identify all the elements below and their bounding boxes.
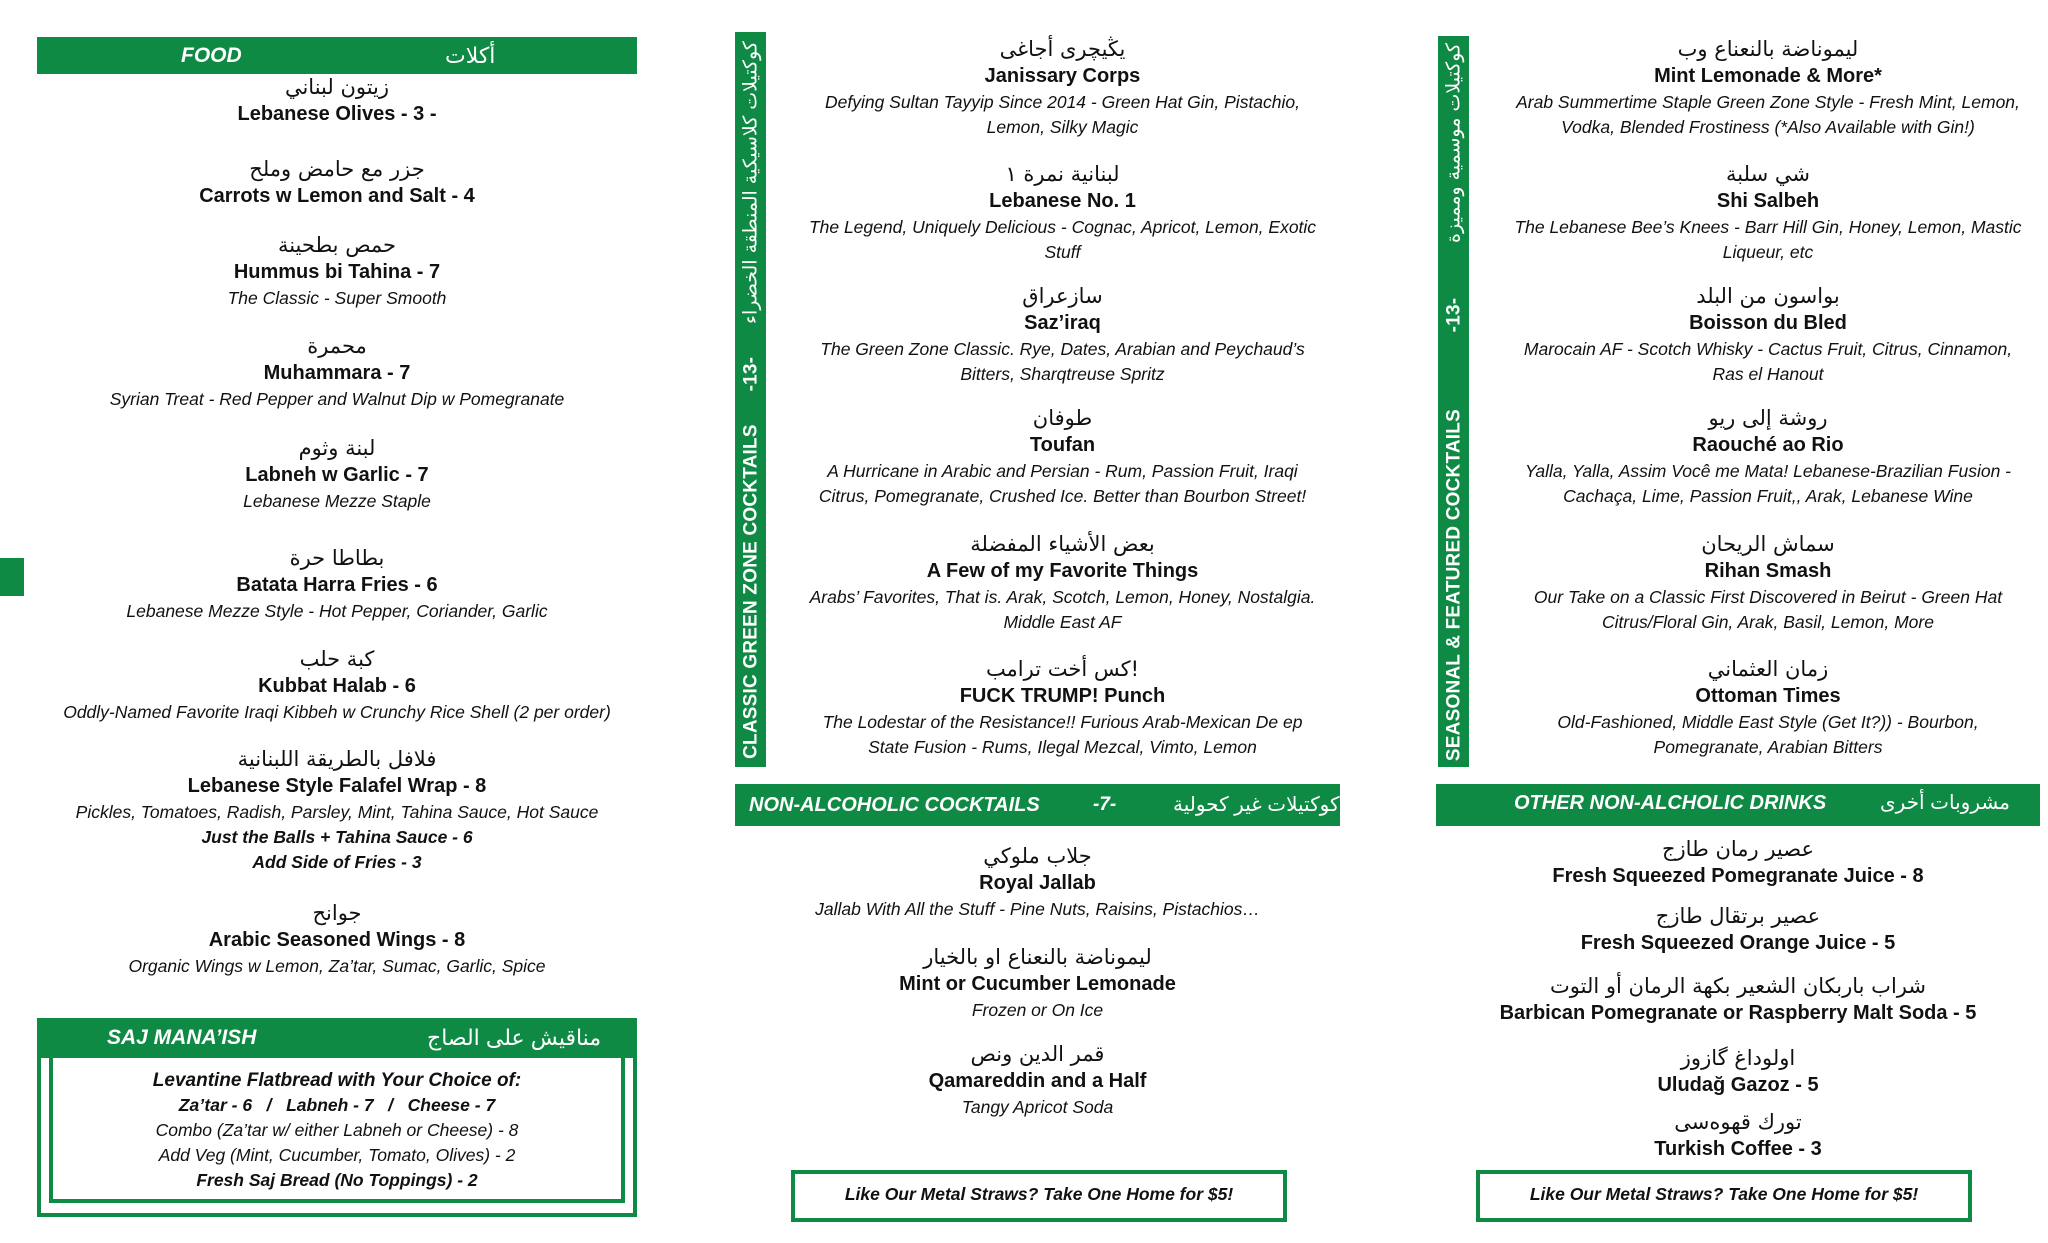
food-item-desc: Lebanese Mezze Style - Hot Pepper, Coriander, Garlic — [126, 601, 548, 621]
seasonal-item-desc: Ras el Hanout — [1712, 364, 1824, 384]
other-item — [1436, 973, 2040, 1027]
classic-item-desc: State Fusion - Rums, Ilegal Mezcal, Vimto, Lemon — [868, 737, 1257, 757]
seasonal-item — [1478, 161, 2048, 265]
classic-item-ar: بعض الأشياء المفضلة — [970, 532, 1155, 556]
other-item-name: Turkish Coffee - 3 — [1654, 1138, 1822, 1160]
seasonal-item — [1478, 405, 2048, 509]
seasonal-item-ar: ليموناضة بالنعناع وب — [1677, 37, 1859, 61]
nonalc-straws-text: Like Our Metal Straws? Take One Home for $5! — [844, 1184, 1234, 1204]
seasonal-item-desc: Cachaça, Lime, Passion Fruit,, Arak, Lebanese Wine — [1563, 486, 1973, 506]
classic-item-desc: A Hurricane in Arabic and Persian - Rum, Passion Fruit, Iraqi — [827, 461, 1298, 481]
seasonal-item-name: Ottoman Times — [1695, 685, 1841, 707]
seasonal-item — [1478, 283, 2048, 387]
other-item-name: Uludağ Gazoz - 5 — [1657, 1074, 1819, 1096]
saj-header — [37, 1018, 637, 1058]
classic-item-desc: The Green Zone Classic. Rye, Dates, Arabian and Peychaud’s — [820, 339, 1305, 359]
classic-item-desc: Citrus, Pomegranate, Crushed Ice. Better than Bourbon Street! — [818, 486, 1307, 506]
seasonal-vertical-text — [1442, 42, 1465, 760]
other-item-ar: اولوداغ گازوز — [1680, 1046, 1796, 1070]
nonalc-item-ar: جلاب ملوكي — [983, 844, 1092, 868]
classic-item-name: A Few of my Favorite Things — [926, 560, 1199, 582]
seasonal-item-desc: Liqueur, etc — [1722, 242, 1814, 262]
food-item-extra: Just the Balls + Tahina Sauce - 6 — [201, 827, 473, 847]
classic-item-name: Lebanese No. 1 — [989, 190, 1136, 212]
other-item-ar: تورك قهوەسى — [1674, 1110, 1802, 1134]
other-item — [1436, 1045, 2040, 1099]
nonalc-item-desc: Frozen or On Ice — [971, 1000, 1104, 1020]
saj-header-en: SAJ MANA’ISH — [107, 1026, 257, 1049]
food-item — [37, 545, 637, 624]
classic-vertical-en: CLASSIC GREEN ZONE COCKTAILS — [740, 423, 761, 759]
classic-item-ar: يڭيچرى أجاغى — [999, 37, 1126, 61]
food-item-desc: Lebanese Mezze Staple — [243, 491, 431, 511]
seasonal-vertical-price: -13- — [1443, 297, 1464, 332]
food-item — [37, 900, 637, 979]
food-item-desc: Organic Wings w Lemon, Za’tar, Sumac, Garlic, Spice — [128, 956, 546, 976]
seasonal-item-ar: سماش الريحان — [1701, 532, 1835, 556]
food-item-name: Lebanese Style Falafel Wrap - 8 — [187, 775, 487, 797]
food-item-name: Labneh w Garlic - 7 — [245, 464, 429, 486]
seasonal-item-desc: Our Take on a Classic First Discovered in Beirut - Green Hat — [1533, 587, 2003, 607]
food-item-ar: لبنة وثوم — [298, 436, 376, 460]
food-item-name: Batata Harra Fries - 6 — [236, 574, 438, 596]
nonalc-item-name: Royal Jallab — [979, 872, 1096, 894]
saj-header-ar: مناقيش على الصاج — [427, 1025, 602, 1050]
classic-item-ar: كس أخت ترامب! — [985, 657, 1140, 681]
other-header-en: OTHER NON-ALCHOLIC DRINKS — [1514, 792, 1827, 814]
saj-choices: Za’tar - 6 / Labneh - 7 / Cheese - 7 — [178, 1095, 496, 1115]
food-header-en: FOOD — [181, 44, 242, 67]
classic-item-desc: Stuff — [1044, 242, 1081, 262]
saj-title: Levantine Flatbread with Your Choice of: — [152, 1070, 522, 1091]
food-item-name: Arabic Seasoned Wings - 8 — [208, 929, 466, 951]
food-item-desc: Oddly-Named Favorite Iraqi Kibbeh w Crunchy Rice Shell (2 per order) — [63, 702, 611, 722]
seasonal-item-desc: The Lebanese Bee’s Knees - Barr Hill Gin, Honey, Lemon, Mastic — [1514, 217, 2022, 237]
seasonal-item-name: Mint Lemonade & More* — [1654, 65, 1882, 87]
classic-vertical-ar: كوكتيلات كلاسيكية المنطقة الخضراء — [739, 40, 761, 324]
classic-item-desc: Middle East AF — [1003, 612, 1122, 632]
other-item-name: Fresh Squeezed Orange Juice - 5 — [1580, 932, 1896, 954]
seasonal-item-desc: Arab Summertime Staple Green Zone Style - Fresh Mint, Lemon, — [1516, 92, 2020, 112]
food-item-extra: Add Side of Fries - 3 — [252, 852, 422, 872]
nonalc-item-desc: Jallab With All the Stuff - Pine Nuts, Raisins, Pistachios… — [815, 899, 1260, 919]
classic-item-ar: سازعراق — [1022, 284, 1103, 308]
nonalc-item-name: Qamareddin and a Half — [928, 1070, 1147, 1092]
seasonal-item-ar: بواسون من البلد — [1696, 284, 1840, 308]
seasonal-item-ar: روشة إلى ريو — [1708, 406, 1828, 430]
seasonal-vertical-ar: كوكتيلات موسمية ومميزة — [1442, 42, 1464, 243]
saj-line-3: Fresh Saj Bread (No Toppings) - 2 — [196, 1170, 478, 1190]
seasonal-item-desc: Vodka, Blended Frostiness (*Also Available with Gin!) — [1561, 117, 1975, 137]
classic-item — [780, 405, 1345, 509]
seasonal-item-desc: Yalla, Yalla, Assim Você me Mata! Lebanese-Brazilian Fusion - — [1524, 461, 2011, 481]
food-item-ar: محمرة — [307, 334, 367, 358]
classic-item-name: Saz’iraq — [1024, 312, 1101, 334]
seasonal-item-name: Raouché ao Rio — [1692, 434, 1844, 456]
food-item — [37, 156, 637, 210]
other-straws-text: Like Our Metal Straws? Take One Home for $5! — [1529, 1184, 1919, 1204]
food-item-name: Kubbat Halab - 6 — [258, 675, 416, 697]
seasonal-item — [1478, 531, 2048, 635]
food-header-ar: أكلات — [445, 43, 496, 68]
food-item-ar: زيتون لبناني — [284, 75, 390, 99]
food-item-name: Muhammara - 7 — [263, 362, 411, 384]
classic-item — [780, 656, 1345, 760]
nonalc-header-price: -7- — [1093, 794, 1117, 815]
seasonal-item-name: Rihan Smash — [1704, 560, 1832, 582]
nonalc-item-desc: Tangy Apricot Soda — [961, 1097, 1114, 1117]
nonalc-item-name: Mint or Cucumber Lemonade — [899, 973, 1176, 995]
nonalc-item — [735, 944, 1340, 1023]
other-straws-box — [1476, 1170, 1972, 1222]
classic-item — [780, 161, 1345, 265]
food-item-ar: جزر مع حامض وملح — [249, 157, 425, 181]
other-item — [1436, 836, 2040, 890]
classic-item-name: FUCK TRUMP! Punch — [959, 685, 1166, 707]
food-item-ar: جوانح — [312, 901, 362, 925]
food-item — [37, 232, 637, 311]
nonalc-item — [735, 843, 1340, 922]
food-item-desc: Syrian Treat - Red Pepper and Walnut Dip w Pomegranate — [109, 389, 565, 409]
classic-item-ar: طوفان — [1032, 406, 1093, 430]
other-item — [1436, 1109, 2040, 1163]
seasonal-item-desc: Marocain AF - Scotch Whisky - Cactus Fruit, Citrus, Cinnamon, — [1523, 339, 2013, 359]
classic-item — [780, 36, 1345, 140]
classic-item-desc: Lemon, Silky Magic — [986, 117, 1139, 137]
food-item-ar: بطاطا حرة — [289, 546, 385, 570]
seasonal-item — [1478, 36, 2048, 140]
nonalc-item — [735, 1041, 1340, 1120]
seasonal-item-desc: Pomegranate, Arabian Bitters — [1653, 737, 1883, 757]
seasonal-item-name: Shi Salbeh — [1716, 190, 1820, 212]
seasonal-item-ar: زمان العثماني — [1707, 657, 1829, 681]
food-item — [37, 74, 637, 128]
nonalc-item-ar: ليموناضة بالنعناع او بالخيار — [923, 945, 1152, 969]
classic-item-name: Janissary Corps — [984, 65, 1141, 87]
seasonal-item-desc: Old-Fashioned, Middle East Style (Get It?)) - Bourbon, — [1557, 712, 1979, 732]
saj-box — [37, 1054, 637, 1217]
classic-item-desc: The Legend, Uniquely Delicious - Cognac, Apricot, Lemon, Exotic — [808, 217, 1317, 237]
food-item-name: Lebanese Olives - 3 - — [237, 103, 437, 125]
classic-item-ar: لبنانية نمرة ١ — [1005, 162, 1120, 186]
food-header — [37, 37, 637, 74]
seasonal-item-ar: شي سلبة — [1726, 162, 1810, 186]
food-item-ar: كبة حلب — [299, 647, 375, 671]
other-item — [1436, 903, 2040, 957]
food-item-desc: The Classic - Super Smooth — [227, 288, 447, 308]
nonalc-header-ar: كوكتيلات غير كحولية — [1173, 794, 1340, 816]
other-item-name: Fresh Squeezed Pomegranate Juice - 8 — [1552, 865, 1924, 887]
other-header-ar: مشروبات أخرى غير — [1880, 792, 2010, 852]
other-item-ar: عصير برتقال طازج — [1655, 904, 1821, 928]
food-item-desc: Pickles, Tomatoes, Radish, Parsley, Mint, Tahina Sauce, Hot Sauce — [75, 802, 599, 822]
seasonal-item — [1478, 656, 2048, 760]
food-item-ar: حمص بطحينة — [277, 233, 397, 257]
food-item — [37, 435, 637, 514]
classic-item — [780, 531, 1345, 635]
seasonal-vertical-en: SEASONAL & FEATURED COCKTAILS — [1443, 408, 1464, 761]
classic-item-desc: Defying Sultan Tayyip Since 2014 - Green Hat Gin, Pistachio, — [824, 92, 1301, 112]
food-item-name: Hummus bi Tahina - 7 — [233, 261, 441, 283]
classic-vertical-text — [739, 41, 762, 759]
classic-item-name: Toufan — [1029, 434, 1096, 456]
other-item-ar: شراب باربكان الشعير بكهة الرمان أو التوت — [1550, 974, 1926, 998]
seasonal-item-desc: Citrus/Floral Gin, Arak, Basil, Lemon, More — [1602, 612, 1934, 632]
seasonal-vertical-bar — [1438, 36, 1469, 767]
nonalc-header-en: NON-ALCOHOLIC COCKTAILS — [749, 794, 1040, 816]
classic-vertical-price: -13- — [740, 356, 761, 391]
nonalc-straws-box — [791, 1170, 1287, 1222]
food-item — [37, 646, 637, 725]
other-item-name: Barbican Pomegranate or Raspberry Malt Soda - 5 — [1499, 1002, 1977, 1024]
saj-line-1: Combo (Za’tar w/ either Labneh or Cheese) - 8 — [155, 1120, 519, 1140]
edge-tab — [0, 558, 24, 596]
classic-item-desc: Bitters, Sharqtreuse Spritz — [960, 364, 1165, 384]
nonalc-item-ar: قمر الدين ونص — [970, 1042, 1105, 1066]
food-item — [37, 746, 637, 875]
food-item — [37, 333, 637, 412]
food-item-name: Carrots w Lemon and Salt - 4 — [199, 185, 475, 207]
classic-item-desc: The Lodestar of the Resistance!! Furious Arab-Mexican De ep — [822, 712, 1303, 732]
seasonal-item-name: Boisson du Bled — [1689, 312, 1847, 334]
saj-line-2: Add Veg (Mint, Cucumber, Tomato, Olives) - 2 — [158, 1145, 516, 1165]
classic-item-desc: Arabs’ Favorites, That is. Arak, Scotch, Lemon, Honey, Nostalgia. — [809, 587, 1316, 607]
nonalc-header — [735, 784, 1340, 826]
classic-item — [780, 283, 1345, 387]
food-item-ar: فلافل بالطريقة اللبنانية — [237, 747, 437, 771]
classic-vertical-bar — [735, 32, 766, 767]
other-item-ar: عصير رمان طازج — [1661, 837, 1815, 861]
